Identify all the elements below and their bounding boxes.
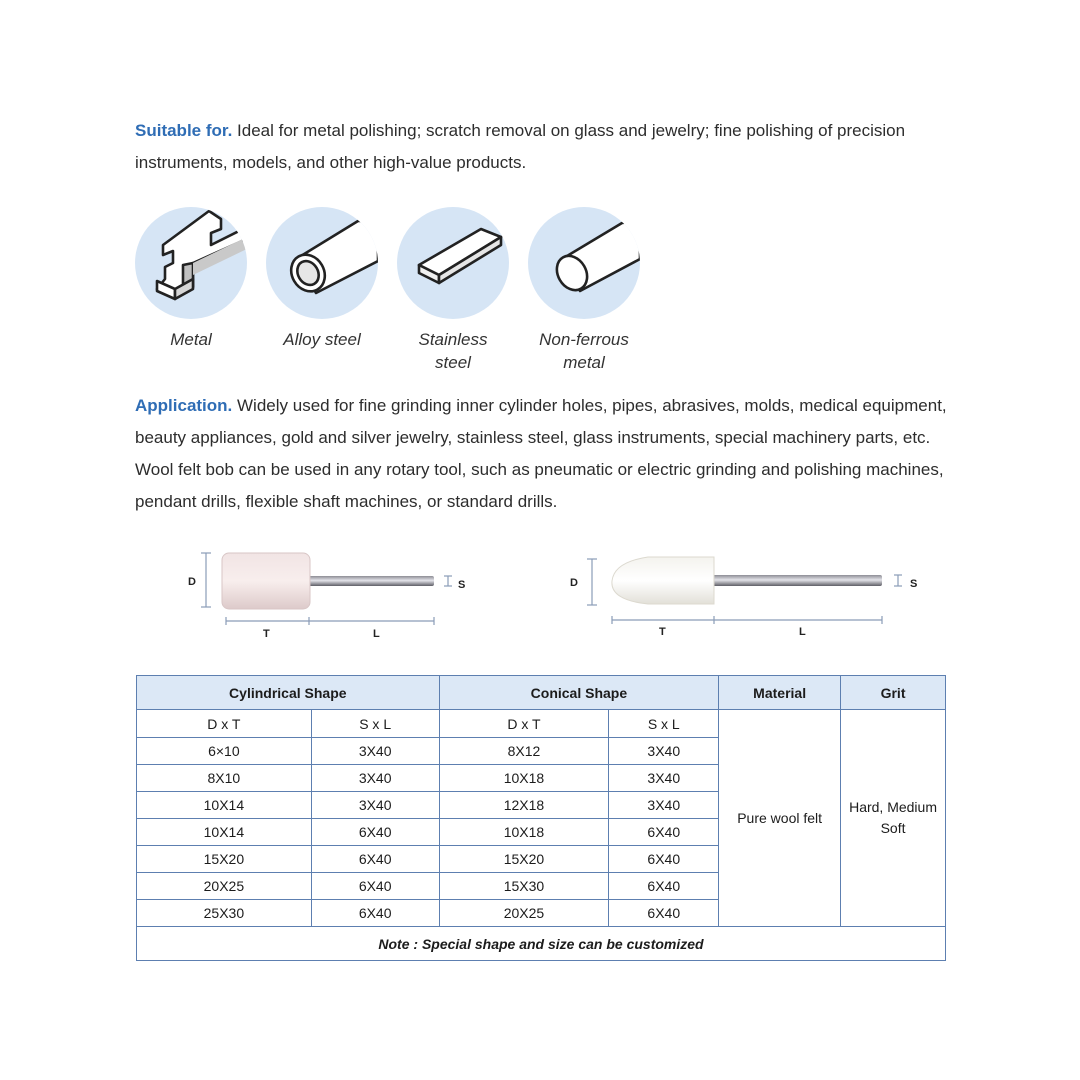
shank [306, 576, 434, 586]
grit-line1: Hard, Medium [849, 799, 937, 815]
con-sxl-cell: 6X40 [609, 900, 719, 927]
con-sxl-cell: 6X40 [609, 873, 719, 900]
cyl-dxt-cell: 10X14 [137, 819, 312, 846]
material-label-line1: Alloy steel [283, 330, 361, 349]
cylindrical-diagram [188, 553, 465, 640]
subheader-cyl-dxt: D x T [137, 710, 312, 738]
application-lead: Application. [135, 396, 233, 415]
l-label: L [799, 626, 806, 638]
round-bar-icon [528, 207, 640, 319]
material-label-line1: Non-ferrous [539, 330, 629, 349]
material-circle [266, 207, 378, 319]
grit-line2: Soft [880, 820, 906, 836]
d-label: D [188, 576, 196, 588]
con-dxt-cell: 20X25 [439, 900, 609, 927]
s-label: S [910, 578, 918, 590]
header-material: Material [719, 676, 841, 710]
cyl-sxl-cell: 6X40 [311, 819, 439, 846]
material-label [134, 328, 248, 351]
material-label-line1: Metal [170, 330, 212, 349]
shank [708, 575, 882, 586]
conical-diagram [570, 557, 917, 638]
specification-table [136, 675, 946, 961]
material-metal [134, 207, 248, 351]
s-label: S [458, 579, 466, 591]
subheader-con-sxl: S x L [609, 710, 719, 738]
con-dxt-cell: 12X18 [439, 792, 609, 819]
material-label [527, 328, 641, 374]
con-sxl-cell: 6X40 [609, 846, 719, 873]
cyl-sxl-cell: 6X40 [311, 846, 439, 873]
cyl-sxl-cell: 3X40 [311, 792, 439, 819]
material-alloy-steel [265, 207, 379, 351]
material-circle [135, 207, 247, 319]
con-dxt-cell: 8X12 [439, 738, 609, 765]
material-stainless-steel [396, 207, 510, 374]
i-beam-icon [135, 207, 247, 319]
material-circle [528, 207, 640, 319]
material-cell: Pure wool felt [719, 710, 841, 927]
header-conical-shape: Conical Shape [439, 676, 719, 710]
con-sxl-cell: 3X40 [609, 738, 719, 765]
con-dxt-cell: 10X18 [439, 765, 609, 792]
l-label: L [373, 628, 380, 640]
header-cylindrical-shape: Cylindrical Shape [137, 676, 440, 710]
suitable-for-paragraph [135, 115, 955, 179]
table-subheader-row [137, 710, 946, 738]
cyl-dxt-cell: 6×10 [137, 738, 312, 765]
suitable-for-lead: Suitable for. [135, 121, 233, 140]
con-sxl-cell: 3X40 [609, 792, 719, 819]
con-dxt-cell: 15X30 [439, 873, 609, 900]
con-dxt-cell: 10X18 [439, 819, 609, 846]
grit-cell [841, 710, 946, 927]
material-label-line1: Stainless [418, 330, 488, 349]
application-text: Widely used for fine grinding inner cylinder holes, pipes, abrasives, molds, medical equipment, beauty appliances, gold and silver jewelry, stainless steel, glass instruments, special machinery parts, etc. Wool felt bob can be used in any rotary tool, such as pneumatic or electric grinding and polishing machines, pendant drills, flexible shaft machines, or standard drills. [135, 396, 947, 511]
cyl-dxt-cell: 25X30 [137, 900, 312, 927]
table-note-row [137, 927, 946, 961]
tube-icon [266, 207, 378, 319]
cyl-sxl-cell: 3X40 [311, 765, 439, 792]
application-paragraph [135, 390, 955, 518]
t-label: T [659, 626, 666, 638]
material-non-ferrous-metal [527, 207, 641, 374]
con-sxl-cell: 3X40 [609, 765, 719, 792]
header-grit: Grit [841, 676, 946, 710]
subheader-con-dxt: D x T [439, 710, 609, 738]
cyl-dxt-cell: 15X20 [137, 846, 312, 873]
cyl-sxl-cell: 3X40 [311, 738, 439, 765]
material-label-line2: metal [563, 353, 605, 372]
t-label: T [263, 628, 270, 640]
table-note: Note : Special shape and size can be customized [137, 927, 946, 961]
material-label [265, 328, 379, 351]
cylindrical-felt-bob [222, 553, 310, 609]
table-header-row [137, 676, 946, 710]
flat-bar-icon [397, 207, 509, 319]
con-sxl-cell: 6X40 [609, 819, 719, 846]
dimension-diagrams [0, 545, 1080, 655]
material-label-line2: steel [435, 353, 471, 372]
cyl-dxt-cell: 20X25 [137, 873, 312, 900]
cyl-sxl-cell: 6X40 [311, 900, 439, 927]
material-label [396, 328, 510, 374]
conical-felt-bob [612, 557, 714, 604]
material-circle [397, 207, 509, 319]
suitable-for-text: Ideal for metal polishing; scratch removal on glass and jewelry; fine polishing of precision instruments, models, and other high-value products. [135, 121, 906, 172]
cyl-dxt-cell: 8X10 [137, 765, 312, 792]
d-label: D [570, 577, 578, 589]
subheader-cyl-sxl: S x L [311, 710, 439, 738]
con-dxt-cell: 15X20 [439, 846, 609, 873]
cyl-dxt-cell: 10X14 [137, 792, 312, 819]
cyl-sxl-cell: 6X40 [311, 873, 439, 900]
